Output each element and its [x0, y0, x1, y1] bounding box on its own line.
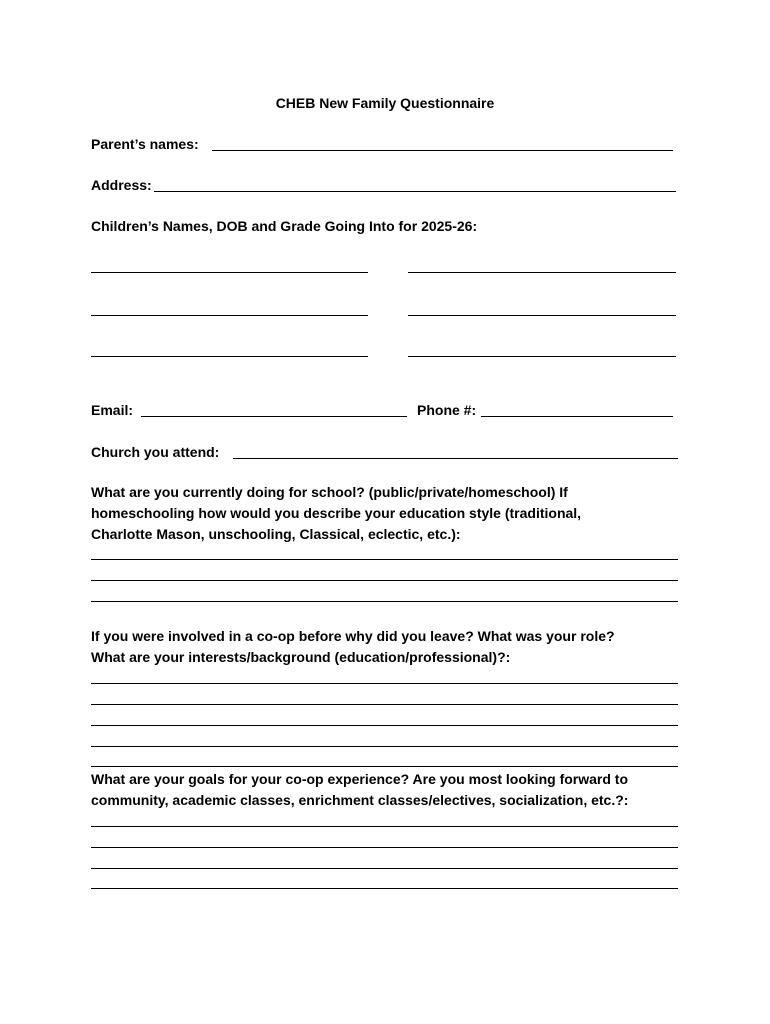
church-field[interactable] [233, 458, 678, 459]
school-question [91, 482, 691, 545]
email-label: Email: [91, 402, 134, 418]
coop-answer-line-1[interactable] [91, 683, 678, 684]
child-2-field[interactable] [408, 272, 676, 273]
children-label: Children’s Names, DOB and Grade Going Into for 2025-26: [91, 218, 478, 234]
address-field[interactable] [154, 191, 676, 192]
child-3-field[interactable] [91, 315, 368, 316]
church-label: Church you attend: [91, 444, 220, 460]
coop-answer-line-2[interactable] [91, 704, 678, 705]
coop-answer-line-5[interactable] [91, 766, 678, 767]
school-question-line-2: homeschooling how would you describe your education style (traditional, [91, 505, 582, 521]
phone-label: Phone #: [417, 402, 477, 418]
school-question-line-1: What are you currently doing for school? (public/private/homeschool) If [91, 484, 568, 500]
email-field[interactable] [141, 416, 407, 417]
coop-answer-line-3[interactable] [91, 725, 678, 726]
parents-names-label: Parent’s names: [91, 136, 199, 152]
phone-field[interactable] [481, 416, 673, 417]
school-answer-line-3[interactable] [91, 601, 678, 602]
goals-answer-line-2[interactable] [91, 847, 678, 848]
goals-answer-line-3[interactable] [91, 868, 678, 869]
child-5-field[interactable] [91, 356, 368, 357]
page-title: CHEB New Family Questionnaire [275, 95, 495, 111]
parents-names-field[interactable] [212, 150, 673, 151]
coop-question-line-2: What are your interests/background (education/professional)?: [91, 649, 511, 665]
address-label: Address: [91, 177, 152, 193]
school-question-line-3: Charlotte Mason, unschooling, Classical, eclectic, etc.): [91, 526, 461, 542]
goals-answer-line-1[interactable] [91, 826, 678, 827]
child-4-field[interactable] [408, 315, 676, 316]
coop-answer-line-4[interactable] [91, 746, 678, 747]
goals-question-line-2: community, academic classes, enrichment classes/electives, socialization, etc.?: [91, 792, 629, 808]
child-6-field[interactable] [408, 356, 676, 357]
coop-question-line-1: If you were involved in a co-op before why did you leave? What was your role? [91, 628, 615, 644]
school-answer-line-1[interactable] [91, 559, 678, 560]
goals-answer-line-4[interactable] [91, 888, 678, 889]
coop-question [91, 626, 691, 668]
goals-question-line-1: What are your goals for your co-op experience? Are you most looking forward to [91, 771, 629, 787]
goals-question [91, 769, 691, 811]
child-1-field[interactable] [91, 272, 368, 273]
school-answer-line-2[interactable] [91, 580, 678, 581]
